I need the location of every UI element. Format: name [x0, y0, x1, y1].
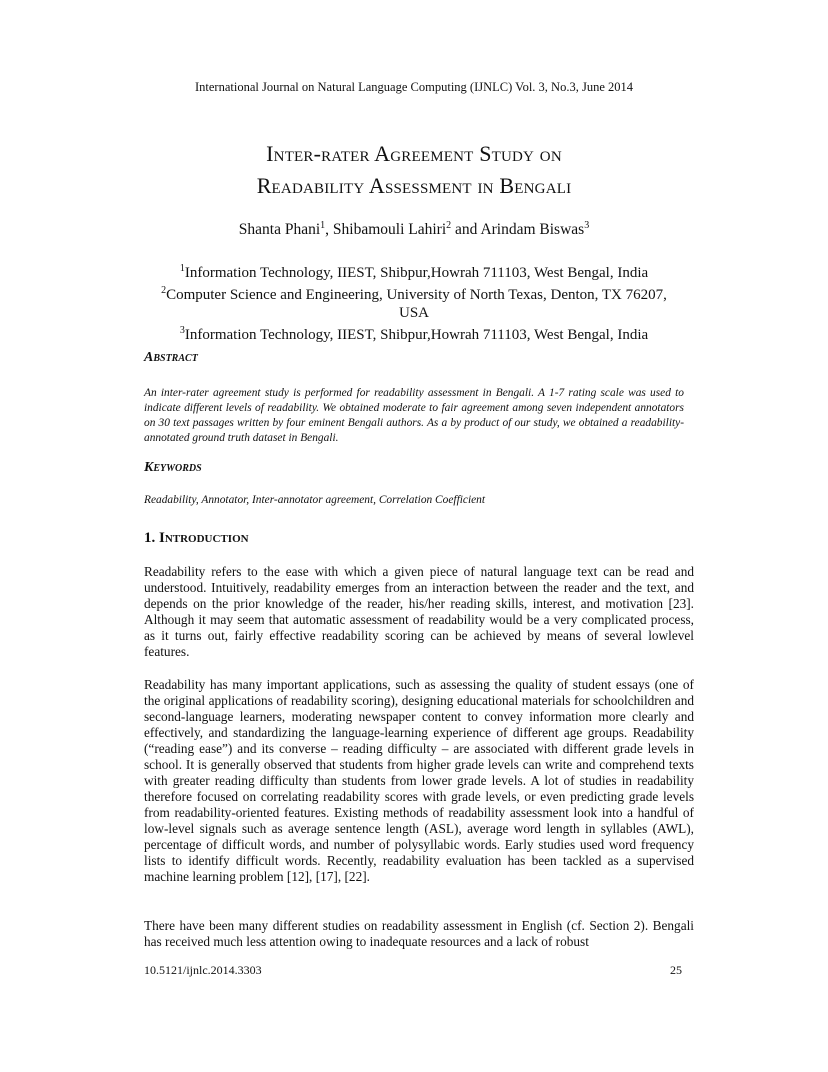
page-number: 25 — [670, 963, 682, 977]
affiliation-line — [0, 282, 828, 304]
author-separator: and — [451, 221, 481, 239]
affiliation-text: Information Technology, IIEST, Shibpur,Howrah 711103, West Bengal, India — [184, 265, 649, 281]
title-line-2: Readability Assessment in Bengali — [256, 173, 572, 198]
author-separator: , — [325, 221, 333, 239]
intro-paragraph-1: Readability refers to the ease with which a given piece of natural language text can be read and understood. Intuitively, readability emerges from an interaction between the reader and the text, and depends on the prior knowledge of the reader, his/her reading skills, interest, and motivation [23]. Although it may seem that automatic assessment of readability would be a very complicated process, as it turns out, fairly effective readability scoring can be achieved by means of several lowlevel features. — [144, 564, 694, 659]
affiliation-text: Information Technology, IIEST, Shibpur,Howrah 711103, West Bengal, India — [184, 327, 649, 343]
abstract-heading: Abstract — [144, 350, 198, 365]
affiliation-line — [0, 304, 828, 322]
abstract-text: An inter-rater agreement study is performed for readability assessment in Bengali. A 1-7 rating scale was used to indicate different levels of readability. We obtained moderate to fair agreement among seven independent annotators on 30 text passages written by four eminent Bengali authors. As a by product of our study, we obtained a readability-annotated ground truth dataset in Bengali. — [144, 387, 684, 444]
doi: 10.5121/ijnlc.2014.3303 — [144, 963, 262, 977]
affiliations — [0, 260, 828, 344]
affiliation-sup: 1 — [179, 263, 185, 274]
keywords-heading: Keywords — [144, 460, 202, 475]
intro-paragraph-3: There have been many different studies on readability assessment in English (cf. Section 2). Bengali has received much less attention owing to inadequate resources and a lack of robust — [144, 918, 694, 949]
author-name: Shanta Phani — [238, 221, 321, 239]
author-name: Arindam Biswas — [480, 221, 585, 239]
affiliation-text: USA — [398, 305, 429, 321]
author-name: Shibamouli Lahiri — [332, 221, 447, 239]
author-sup: 1 — [320, 220, 326, 231]
journal-header: International Journal on Natural Language Computing (IJNLC) Vol. 3, No.3, June 2014 — [194, 80, 633, 94]
title-line-1: Inter-rater Agreement Study on — [266, 141, 562, 166]
author-list — [0, 220, 828, 239]
affiliation-sup: 2 — [161, 285, 167, 296]
author-sup: 3 — [584, 220, 590, 231]
affiliation-line — [0, 322, 828, 344]
affiliation-text: Computer Science and Engineering, University of North Texas, Denton, TX 76207, — [166, 287, 667, 303]
affiliation-sup: 3 — [179, 325, 185, 336]
introduction-heading: 1. Introduction — [144, 530, 249, 546]
affiliation-line — [0, 260, 828, 282]
keywords-text: Readability, Annotator, Inter-annotator agreement, Correlation Coefficient — [144, 494, 486, 506]
paper-title — [0, 138, 828, 202]
intro-paragraph-2: Readability has many important applications, such as assessing the quality of student essays (one of the original applications of readability scoring), designing educational materials for schoolchildren and second-language learners, moderating newspaper content to convey information more clearly and effectively, and standardizing the language-learning experience of different age groups. Readability (“reading ease”) and its converse – reading difficulty – are associated with different grade levels in school. It is generally observed that students from higher grade levels can write and comprehend texts with greater reading difficulty than students from lower grade levels. A lot of studies in readability therefore focused on correlating readability scores with grade levels, or even predicting grade levels from readability-oriented features. Existing methods of readability assessment look into a handful of low-level signals such as average sentence length (ASL), average word length in syllables (AWL), percentage of difficult words, and number of polysyllabic words. Early studies used word frequency lists to identify difficult words. Recently, readability evaluation has been tackled as a supervised machine learning problem [12], [17], [22]. — [144, 677, 694, 884]
author-sup: 2 — [446, 220, 452, 231]
